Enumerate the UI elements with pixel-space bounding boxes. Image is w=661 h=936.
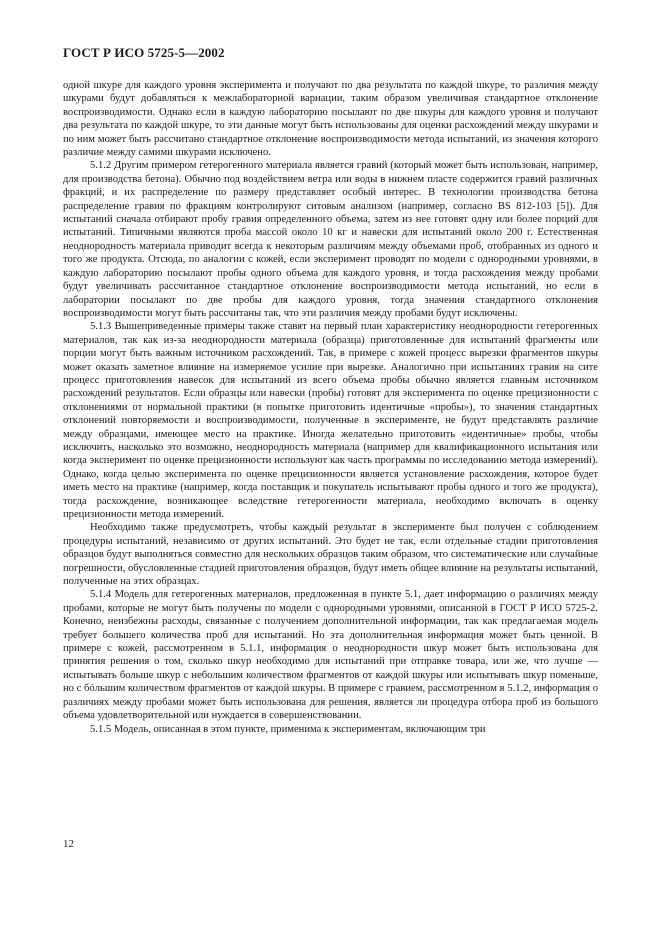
paragraph-5-1-3: 5.1.3 Вышеприведенные примеры также ставят на первый план характеристику неоднородности гетерогенных материалов, так как из-за неоднородности материала (образца) приготовленные для испытаний фрагменты или порции могут быть важным источником расхождений. Так, в примере с кожей процесс вырезки фрагментов шкуры может оказать заметное влияние на измеряемое усилие при вырезке. Аналогично при испытаниях гравия на сите процесс приготовления навесок для испытаний из всего объема пробы обычно является главным источником расхождений результатов. Если образцы или навески (пробы) готовят для эксперимента по оценке прецизионности с отклонениями от нормальной практики (в попытке приготовить идентичные «пробы»), то значения стандартных отклонений повторяемости и воспроизводимости, полученные в эксперименте, не будут представлять различие между образцами, имеющее место на практике. Иногда желательно приготовить «идентичные» пробы, чтобы исключить, насколько это возможно, неоднородность материала (например для квалификационного испытания или когда эксперимент по оценке прецизионности используют как часть программы по исследованию метода измерений). Однако, когда целью эксперимента по оценке прецизионности является установление расхождения, которое будет иметь место на практике (например, когда поставщик и покупатель испытывают пробы одного и того же продукта), тогда расхождение, возникающее вследствие гетерогенности материала, необходимо включать в оценку прецизионности метода измерений. [63, 321, 598, 520]
paragraph-continuation: одной шкуре для каждого уровня эксперимента и получают по два результата по каждой шкуре, то различия между шкурами будут добавляться к межлабораторной вариации, таким образом увеличивая стандартное отклонение воспроизводимости. Однако если в каждую лабораторию посылают по две шкуры для каждого уровня и получают два результата по каждой шкуре, то эти данные могут быть использованы для оценки расхождений между шкурами и по ним может быть рассчитано стандартное отклонение воспроизводимости метода испытаний, из значения которого различие между самими шкурами исключено. [63, 80, 598, 159]
body-text [63, 79, 598, 736]
paragraph-5-1-5: 5.1.5 Модель, описанная в этом пункте, применима к экспериментам, включающим три [90, 723, 486, 735]
document-header: ГОСТ Р ИСО 5725-5—2002 [63, 45, 225, 60]
paragraph-5-1-4: 5.1.4 Модель для гетерогенных материалов, предложенная в пункте 5.1, дает информацию о различиях между пробами, которые не могут быть получены по модели с однородными уровнями, описанной в ГОСТ Р ИСО 5725-2. Конечно, неизбежны расходы, связанные с получением дополнительной информации, так как предлагаемая модель требует большего количества проб для испытаний. Но эта дополнительная информация может быть ценной. В примере с кожей, рассмотренном в 5.1.1, информация о неоднородности шкур может быть использована для принятия решения о том, сколько шкур необходимо для испытаний при отправке товара, или же, что лучше — испытывать больше шкур с небольшим количеством фрагментов от каждой шкуры или испытывать шкур поменьше, но с бóльшим количеством фрагментов от каждой шкуры. В примере с гравием, рассмотренном в 5.1.2, информация о различиях между пробами может быть использована для решения, является ли процедура отбора проб из большого объема удовлетворительной или нуждается в совершенствовании. [63, 589, 598, 722]
paragraph-5-1-2: 5.1.2 Другим примером гетерогенного материала является гравий (который может быть использован, например, для производства бетона). Обычно под воздействием ветра или воды в нижнем пласте содержится гравий различных фракций, и их распределение по размеру представляет особый интерес. В технологии производства бетона распределение гравия по фракциям контролируют ситовым анализом (например, согласно BS 812-103 [5]). Для испытаний сначала отбирают пробу гравия определенного объема, затем из нее готовят одну или более порций для испытаний. Типичными являются проба массой около 10 кг и навески для испытаний около 200 г. Естественная неоднородность материала приводит всегда к некоторым различиям между объемами проб, отобранных из одного и того же продукта. Отсюда, по аналогии с кожей, если эксперимент проводят по модели с однородными уровнями, в каждую лабораторию посылают пробы одного объема для каждого уровня, и тогда расхождения между пробами будут увеличивать рассчитанное стандартное отклонение воспроизводимости метода испытаний, но если в лаборатории посылают по две пробы для каждого уровня, тогда значения стандартного отклонения воспроизводимости могут быть рассчитаны так, что эти различия между пробами будут исключены. [63, 160, 598, 319]
paragraph-independence: Необходимо также предусмотреть, чтобы каждый результат в эксперименте был получен с соблюдением процедуры испытаний, независимо от других испытаний. Это будет не так, если отдельные стадии приготовления образцов будут выполняться совместно для нескольких образцов таким образом, что систематические или случайные погрешности, обусловленные стадией приготовления образцов, будут иметь общее влияние на результаты испытаний, полученные на этих образцах. [63, 522, 598, 588]
page-number: 12 [63, 838, 74, 850]
